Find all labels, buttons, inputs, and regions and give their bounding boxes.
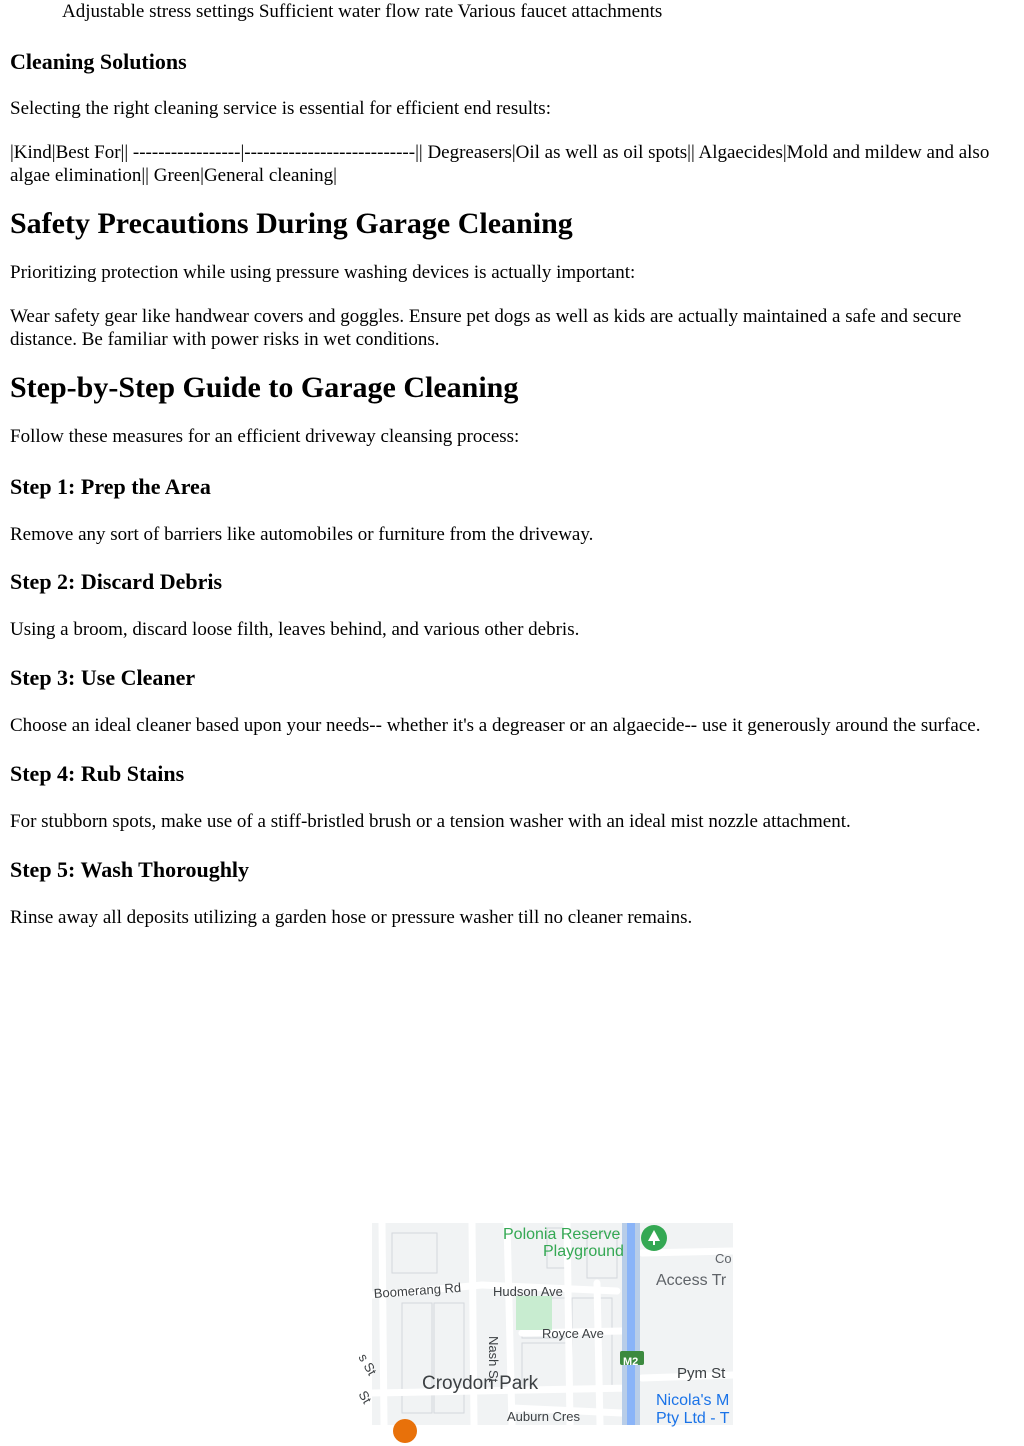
step-1-text: Remove any sort of barriers like automobiles or furniture from the driveway. [10, 524, 594, 545]
cleaning-solutions-heading: Cleaning Solutions [10, 49, 187, 74]
map-label-street-left-2: St [355, 1388, 375, 1407]
map-label-auburn: Auburn Cres [507, 1409, 580, 1424]
map-label-co: Co [715, 1251, 732, 1266]
safety-intro: Prioritizing protection while using pressure washing devices is actually important: [10, 262, 636, 283]
map-label-boomerang: Boomerang Rd [373, 1279, 462, 1301]
step-4-text: For stubborn spots, make use of a stiff-bristled brush or a tension washer with an ideal mist nozzle attachment. [10, 811, 851, 832]
map-label-pym: Pym St [677, 1365, 726, 1382]
embedded-map[interactable] [355, 1223, 733, 1427]
map-label-nicola-2: Pty Ltd - T [656, 1410, 730, 1427]
guide-heading: Step-by-Step Guide to Garage Cleaning [10, 371, 519, 404]
cleaning-solutions-intro: Selecting the right cleaning service is essential for efficient end results: [10, 98, 551, 119]
article [10, 0, 1010, 929]
safety-heading: Safety Precautions During Garage Cleaning [10, 207, 573, 240]
map-label-street-left-1: s St [355, 1351, 380, 1378]
step-4-title: Step 4: Rub Stains [10, 761, 185, 786]
step-2-title: Step 2: Discard Debris [10, 569, 223, 594]
map-label-polonia: Polonia Reserve [503, 1226, 621, 1243]
feature-list-line: Adjustable stress settings Sufficient water flow rate Various faucet attachments [62, 1, 663, 22]
map-label-access: Access Tr [656, 1272, 727, 1289]
map-label-croydon: Croydon Park [422, 1373, 539, 1394]
map-label-hudson: Hudson Ave [493, 1284, 563, 1299]
map-label-nicola-1: Nicola's M [656, 1392, 730, 1409]
step-3-text: Choose an ideal cleaner based upon your needs-- whether it's a degreaser or an algaecide-- use it generously around the surface. [10, 715, 981, 736]
safety-body: Wear safety gear like handwear covers and goggles. Ensure pet dogs as well as kids are actually maintained a safe and secure distance. Be familiar with power risks in wet conditions. [10, 306, 962, 350]
step-3-title: Step 3: Use Cleaner [10, 665, 196, 690]
map-label-playground: Playground [543, 1243, 624, 1260]
step-1-title: Step 1: Prep the Area [10, 474, 211, 499]
map-label-nash: Nash St [486, 1336, 501, 1383]
step-2-text: Using a broom, discard loose filth, leaves behind, and various other debris. [10, 619, 580, 640]
step-5-text: Rinse away all deposits utilizing a garden hose or pressure washer till no cleaner remains. [10, 907, 693, 928]
guide-intro: Follow these measures for an efficient driveway cleansing process: [10, 426, 520, 447]
cleaning-solutions-table-text: |Kind|Best For|| -----------------|---------------------------|| Degreasers|Oil as well as oil spots|| Algaecides|Mold and mildew and also algae elimination|| Green|General cleaning| [10, 142, 990, 186]
step-5-title: Step 5: Wash Thoroughly [10, 857, 250, 882]
map-label-royce: Royce Ave [542, 1326, 604, 1341]
map-label-m2: M2 [623, 1356, 639, 1368]
